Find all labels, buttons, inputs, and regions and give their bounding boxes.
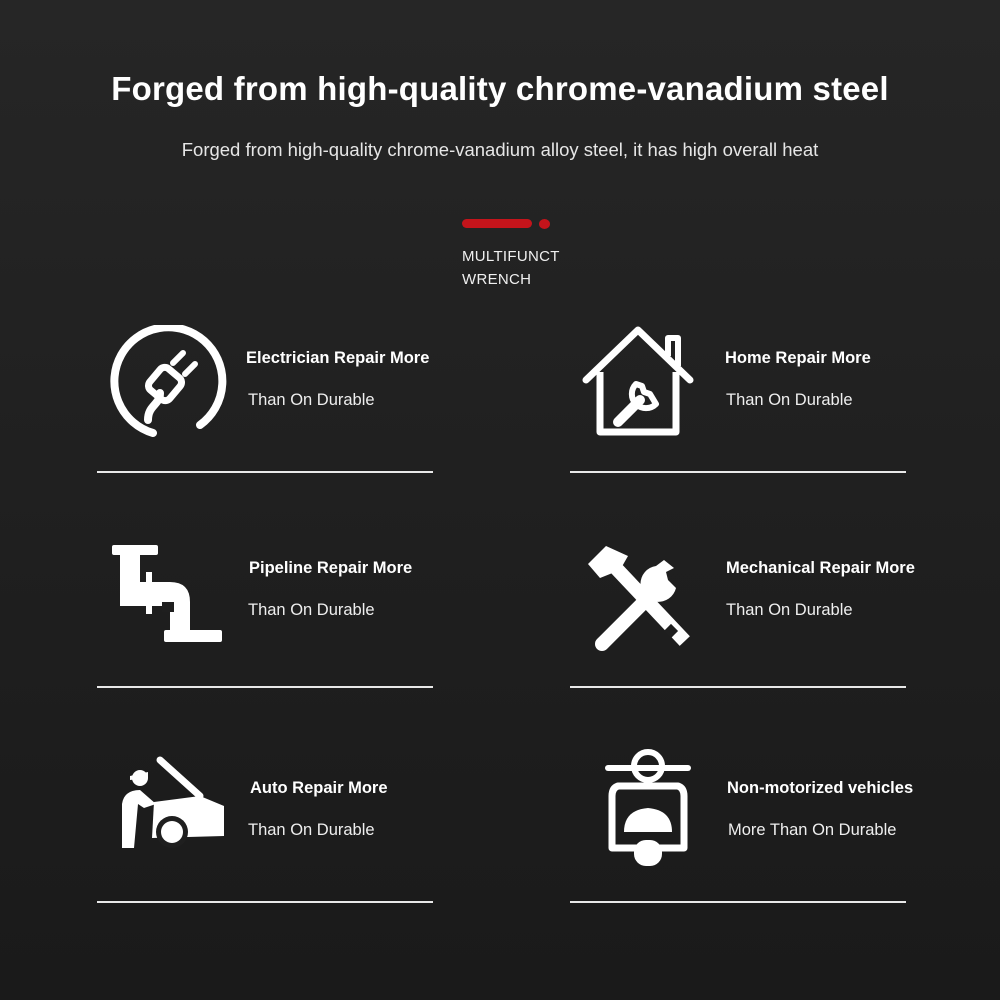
feature-desc: Than On Durable [726,601,853,619]
divider [570,901,906,903]
plug-icon [108,325,228,445]
divider [570,471,906,473]
pipe-icon [110,542,226,644]
feature-title: Home Repair More [725,349,871,367]
divider [97,686,433,688]
accent-bar [462,219,532,228]
feature-title: Auto Repair More [250,779,388,797]
product-label [462,245,560,291]
feature-desc: Than On Durable [248,821,375,839]
scooter-icon [604,746,692,872]
feature-title: Electrician Repair More [246,349,430,367]
feature-title: Mechanical Repair More [726,559,915,577]
divider [570,686,906,688]
product-label-line1: MULTIFUNCT [462,248,560,265]
product-label-line2: WRENCH [462,271,532,288]
divider [97,471,433,473]
car-mechanic-icon [112,756,228,854]
accent-dot [539,219,550,229]
page-subtitle: Forged from high-quality chrome-vanadium alloy steel, it has high overall heat [181,139,819,160]
feature-title: Non-motorized vehicles [727,779,914,797]
wrench-hammer-icon [584,540,696,652]
feature-desc: More Than On Durable [728,821,897,839]
divider [97,901,433,903]
feature-desc: Than On Durable [248,391,375,409]
feature-desc: Than On Durable [248,601,375,619]
feature-desc: Than On Durable [726,391,853,409]
feature-title: Pipeline Repair More [249,559,413,577]
house-wrench-icon [578,322,698,440]
page-title: Forged from high-quality chrome-vanadium steel [111,70,889,107]
